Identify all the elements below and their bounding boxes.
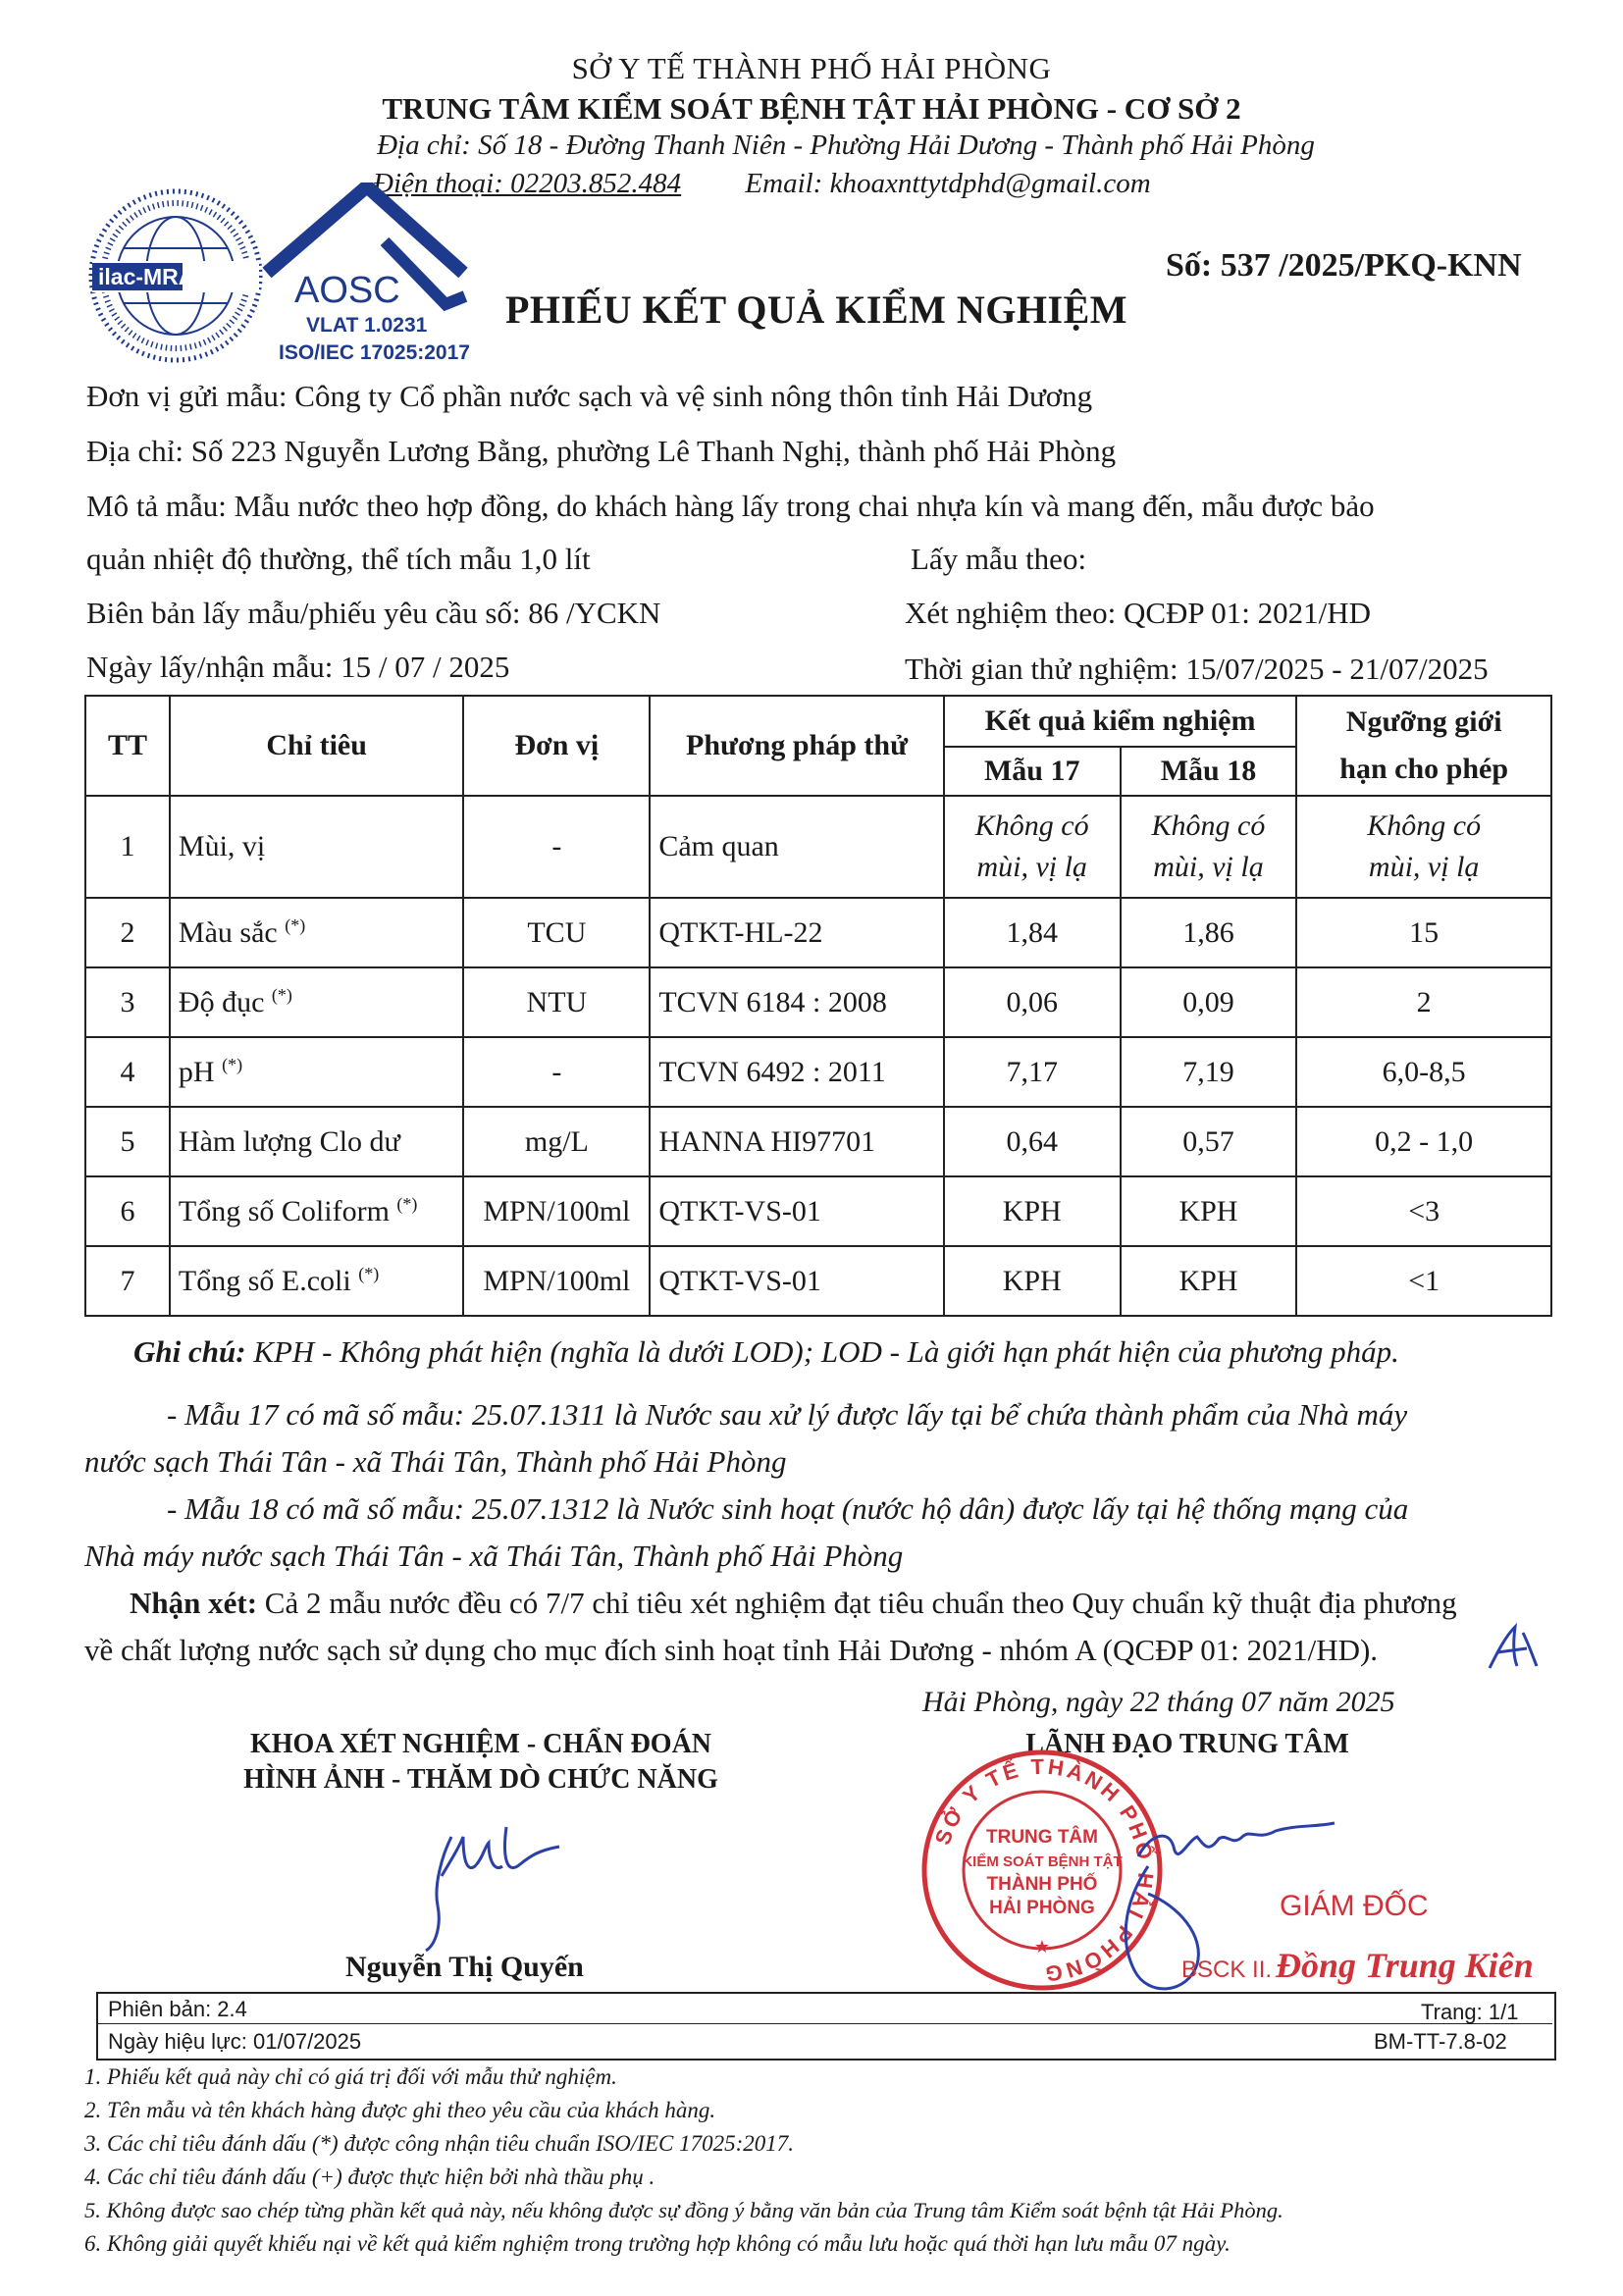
notes-text: KPH - Không phát hiện (nghĩa là dưới LOD); LOD - Là giới hạn phát hiện của phương pháp.: [245, 1334, 1399, 1369]
accredited-mark: (*): [396, 1194, 418, 1214]
table-row: [85, 1176, 1551, 1246]
info-test-period: Thời gian thử nghiệm: 15/07/2025 - 21/07/2025: [905, 652, 1489, 686]
row-parameter-name: Màu sắc: [178, 916, 278, 949]
aosc-text: AOSC: [294, 270, 400, 311]
header-limit-line2: hạn cho phép: [1339, 753, 1509, 785]
ilac-logo-text: ilac-MRA: [98, 264, 195, 289]
header-contact: [373, 168, 1151, 200]
report-title: PHIẾU KẾT QUẢ KIỂM NGHIỆM: [505, 287, 1128, 332]
sign-right-role: GIÁM ĐỐC: [1280, 1890, 1429, 1922]
table-row: [85, 1107, 1551, 1176]
row-sample-17-line1: Không có: [974, 809, 1089, 842]
info-address: Địa chỉ: Số 223 Nguyễn Lương Bằng, phường Lê Thanh Nghị, thành phố Hải Phòng: [86, 434, 1117, 468]
sign-right-prefix: BSCK II.: [1181, 1957, 1273, 1983]
table-row: [85, 967, 1551, 1037]
row-tt: 1: [85, 796, 170, 898]
row-parameter: Mùi, vị: [170, 796, 464, 898]
row-sample-17: 0,64: [944, 1107, 1121, 1176]
row-sample-18: [1121, 796, 1297, 898]
row-tt: 6: [85, 1176, 170, 1246]
footnote: 1. Phiếu kết quả này chỉ có giá trị đối với mẫu thử nghiệm.: [84, 2064, 617, 2089]
footnote: 2. Tên mẫu và tên khách hàng được ghi theo yêu cầu của khách hàng.: [84, 2098, 716, 2122]
row-parameter-name: Hàm lượng Clo dư: [178, 1124, 400, 1158]
notes-main: [133, 1334, 1399, 1370]
stamp-line-1: TRUNG TÂM: [986, 1827, 1098, 1848]
footer-divider: [96, 2023, 1552, 2024]
remark-line1: [130, 1586, 1457, 1621]
row-parameter: [170, 1037, 464, 1107]
row-unit: NTU: [463, 967, 650, 1037]
row-sample-18: KPH: [1121, 1176, 1297, 1246]
notes-label: Ghi chú:: [133, 1334, 246, 1369]
row-parameter: [170, 1107, 464, 1176]
aosc-iso-text: ISO/IEC 17025:2017: [279, 341, 470, 364]
row-limit-line1: Không có: [1367, 809, 1482, 842]
sign-left-name: Nguyễn Thị Quyến: [345, 1951, 584, 1983]
row-parameter-name: Tổng số Coliform: [178, 1195, 390, 1227]
table-row: [85, 1246, 1551, 1316]
row-sample-17: 1,84: [944, 898, 1121, 967]
stamp-ring-text: SỞ Y TẾ THÀNH PHỐ HẢI PHÒNG: [929, 1753, 1159, 1987]
notes-sample-18-line1: - Mẫu 18 có mã số mẫu: 25.07.1312 là Nước sinh hoạt (nước hộ dân) được lấy tại hệ thống mạng của: [167, 1491, 1409, 1526]
stamp-star: ★: [1033, 1937, 1051, 1957]
row-sample-18-line2: mùi, vị lạ: [1153, 851, 1264, 883]
accredited-mark: (*): [222, 1055, 243, 1074]
info-description-2: quản nhiệt độ thường, thể tích mẫu 1,0 lít: [86, 542, 591, 576]
row-parameter: [170, 1246, 464, 1316]
ilac-mra-logo: [84, 184, 267, 367]
footer-effective-date: Ngày hiệu lực: 01/07/2025: [108, 2029, 362, 2054]
table-header-row: [85, 696, 1551, 747]
row-limit: <1: [1296, 1246, 1551, 1316]
aosc-vlat-text: VLAT 1.0231: [306, 314, 428, 337]
remark-text: Cả 2 mẫu nước đều có 7/7 chỉ tiêu xét nghiệm đạt tiêu chuẩn theo Quy chuẩn kỹ thuật địa phương: [257, 1586, 1457, 1620]
initial-mark: [1484, 1623, 1543, 1674]
sign-right-name: Đồng Trung Kiên: [1276, 1946, 1534, 1985]
stamp-line-2: KIỂM SOÁT BỆNH TẬT: [962, 1853, 1123, 1870]
row-sample-17-line2: mùi, vị lạ: [976, 851, 1087, 883]
header-tt: TT: [85, 696, 170, 796]
row-unit: TCU: [463, 898, 650, 967]
row-method: TCVN 6492 : 2011: [650, 1037, 943, 1107]
row-method: HANNA HI97701: [650, 1107, 943, 1176]
accredited-mark: (*): [271, 985, 292, 1005]
header-address: Địa chỉ: Số 18 - Đường Thanh Niên - Phường Hải Dương - Thành phố Hải Phòng: [377, 130, 1315, 161]
row-limit: <3: [1296, 1176, 1551, 1246]
header-sample-17: Mẫu 17: [944, 747, 1121, 796]
row-limit: 15: [1296, 898, 1551, 967]
notes-sample-18-line2: Nhà máy nước sạch Thái Tân - xã Thái Tân, Thành phố Hải Phòng: [84, 1539, 904, 1573]
row-method: Cảm quan: [650, 796, 943, 898]
footnote: 4. Các chỉ tiêu đánh dấu (+) được thực hiện bởi nhà thầu phụ .: [84, 2165, 655, 2189]
stamp-line-4: HẢI PHÒNG: [989, 1898, 1095, 1918]
footnote: 5. Không được sao chép từng phần kết quả này, nếu không được sự đồng ý bằng văn bản của Trung tâm Kiểm soát bệnh tật Hải Phòng.: [84, 2198, 1283, 2222]
row-sample-17: KPH: [944, 1246, 1121, 1316]
accredited-mark: (*): [358, 1264, 380, 1283]
footer-page: Trang: 1/1: [1421, 2000, 1519, 2024]
row-sample-17: 0,06: [944, 967, 1121, 1037]
header-phone: Điện thoại: 02203.852.484: [373, 168, 682, 199]
row-parameter-name: Tổng số E.coli: [178, 1265, 351, 1297]
info-date-received: Ngày lấy/nhận mẫu: 15 / 07 / 2025: [86, 650, 510, 684]
footer-version: Phiên bản: 2.4: [108, 1997, 247, 2021]
sign-right-name-block: [1181, 1945, 1534, 1986]
row-sample-18: 0,57: [1121, 1107, 1297, 1176]
left-signature: [412, 1817, 579, 1955]
row-parameter-name: Độ đục: [178, 986, 265, 1018]
header-limit-line1: Ngưỡng giới: [1345, 705, 1502, 738]
header-sample-18: Mẫu 18: [1121, 747, 1297, 796]
row-tt: 2: [85, 898, 170, 967]
header-email: Email: khoaxnttytdphd@gmail.com: [745, 168, 1151, 199]
stamp-line-3: THÀNH PHỐ: [986, 1874, 1098, 1895]
row-limit: 0,2 - 1,0: [1296, 1107, 1551, 1176]
row-sample-17: 7,17: [944, 1037, 1121, 1107]
header-center-name: TRUNG TÂM KIỂM SOÁT BỆNH TẬT HẢI PHÒNG - CƠ SỞ 2: [382, 91, 1241, 126]
row-parameter: [170, 1176, 464, 1246]
notes-sample-17-line1: - Mẫu 17 có mã số mẫu: 25.07.1311 là Nước sau xử lý được lấy tại bể chứa thành phẩm của Nhà máy: [167, 1397, 1408, 1432]
row-parameter: [170, 967, 464, 1037]
sign-date: Hải Phòng, ngày 22 tháng 07 năm 2025: [922, 1686, 1395, 1718]
row-limit-line2: mùi, vị lạ: [1368, 851, 1480, 883]
row-limit: [1296, 796, 1551, 898]
info-request-no: Biên bản lấy mẫu/phiếu yêu cầu số: 86 /YCKN: [86, 596, 661, 630]
row-tt: 4: [85, 1037, 170, 1107]
row-sample-18: 0,09: [1121, 967, 1297, 1037]
row-parameter: [170, 898, 464, 967]
remark-line2: về chất lượng nước sạch sử dụng cho mục đích sinh hoạt tỉnh Hải Dương - nhóm A (QCĐP 01: 2021/HD).: [84, 1633, 1379, 1667]
remark-label: Nhận xét:: [130, 1586, 258, 1620]
row-method: QTKT-VS-01: [650, 1246, 943, 1316]
header-unit: Đơn vị: [463, 696, 650, 796]
row-sample-18-line1: Không có: [1151, 809, 1266, 842]
header-method: Phương pháp thử: [650, 696, 943, 796]
row-sample-18: KPH: [1121, 1246, 1297, 1316]
row-sample-18: 7,19: [1121, 1037, 1297, 1107]
header-result: Kết quả kiểm nghiệm: [944, 696, 1297, 747]
info-test-standard: Xét nghiệm theo: QCĐP 01: 2021/HD: [905, 596, 1372, 630]
header-parameter: Chỉ tiêu: [170, 696, 464, 796]
sign-right-title: LÃNH ĐẠO TRUNG TÂM: [1025, 1729, 1349, 1759]
row-unit: MPN/100ml: [463, 1176, 650, 1246]
row-limit: 6,0-8,5: [1296, 1037, 1551, 1107]
results-table: [84, 695, 1552, 1317]
row-unit: mg/L: [463, 1107, 650, 1176]
row-sample-17: KPH: [944, 1176, 1121, 1246]
row-unit: -: [463, 796, 650, 898]
footer-form-code: BM-TT-7.8-02: [1374, 2029, 1507, 2054]
row-tt: 3: [85, 967, 170, 1037]
row-tt: 7: [85, 1246, 170, 1316]
notes-sample-17-line2: nước sạch Thái Tân - xã Thái Tân, Thành phố Hải Phòng: [84, 1444, 787, 1479]
info-sampling-by: Lấy mẫu theo:: [911, 542, 1087, 576]
sign-left-title-1: KHOA XÉT NGHIỆM - CHẨN ĐOÁN: [249, 1729, 712, 1759]
table-row: [85, 1037, 1551, 1107]
row-parameter-name: pH: [178, 1056, 215, 1088]
table-row: [85, 898, 1551, 967]
footnote: 6. Không giải quyết khiếu nại về kết quả kiểm nghiệm trong trường hợp không có mẫu lưu hoặc quá thời hạn lưu mẫu 07 ngày.: [84, 2231, 1230, 2256]
row-unit: MPN/100ml: [463, 1246, 650, 1316]
aosc-logo: [257, 183, 485, 367]
row-tt: 5: [85, 1107, 170, 1176]
report-number: Số: 537 /2025/PKQ-KNN: [1166, 247, 1522, 284]
row-sample-18: 1,86: [1121, 898, 1297, 967]
footnote: 3. Các chỉ tiêu đánh dấu (*) được công nhận tiêu chuẩn ISO/IEC 17025:2017.: [84, 2131, 795, 2156]
sign-left-title-2: HÌNH ẢNH - THĂM DÒ CHỨC NĂNG: [243, 1764, 718, 1795]
table-row: [85, 796, 1551, 898]
info-description-1: Mô tả mẫu: Mẫu nước theo hợp đồng, do khách hàng lấy trong chai nhựa kín và mang đến, mẫu được bảo: [86, 489, 1375, 523]
row-unit: -: [463, 1037, 650, 1107]
header-limit: [1296, 696, 1551, 796]
row-method: TCVN 6184 : 2008: [650, 967, 943, 1037]
row-sample-17: [944, 796, 1121, 898]
accredited-mark: (*): [285, 915, 306, 935]
row-limit: 2: [1296, 967, 1551, 1037]
header-department: SỞ Y TẾ THÀNH PHỐ HẢI PHÒNG: [571, 51, 1052, 85]
row-method: QTKT-HL-22: [650, 898, 943, 967]
row-method: QTKT-VS-01: [650, 1176, 943, 1246]
info-sender: Đơn vị gửi mẫu: Công ty Cổ phần nước sạch và vệ sinh nông thôn tỉnh Hải Dương: [86, 379, 1093, 413]
